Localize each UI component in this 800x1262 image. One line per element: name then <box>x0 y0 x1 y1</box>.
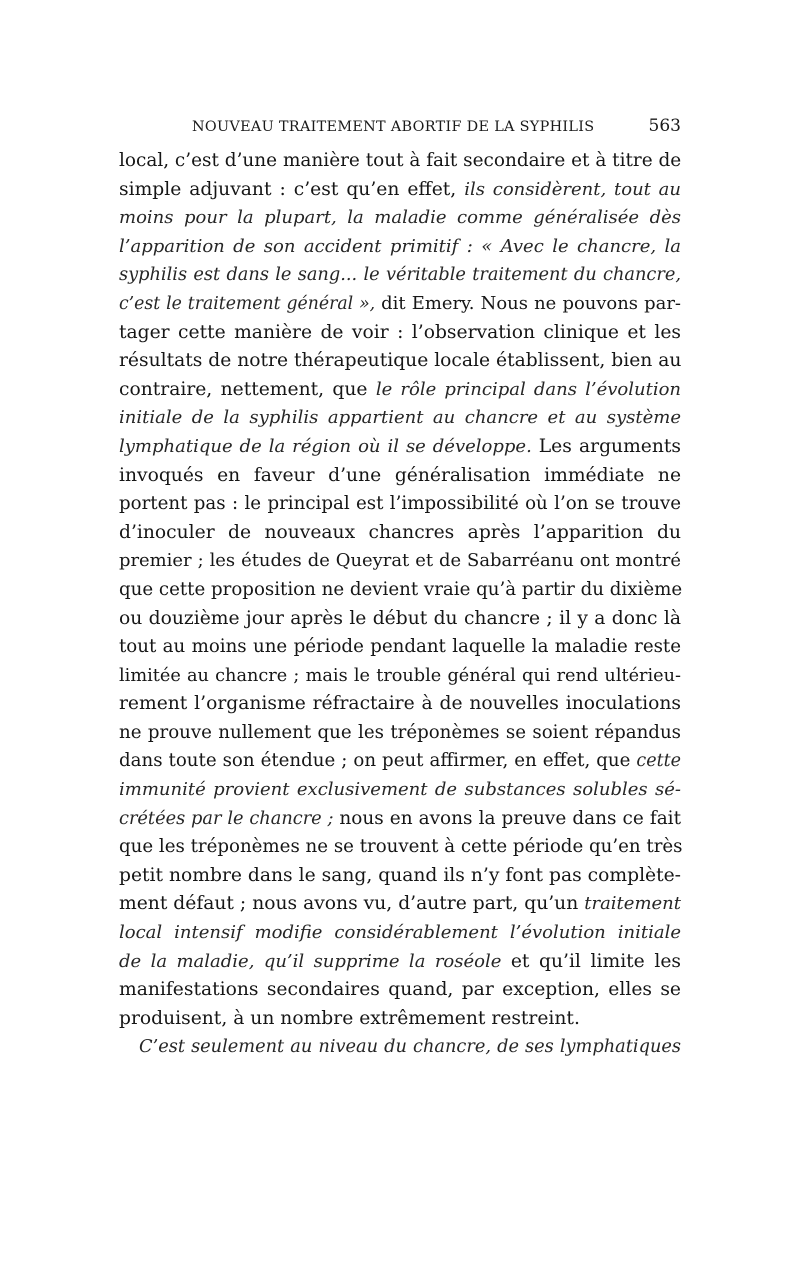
text-line <box>119 404 681 433</box>
text-line <box>119 919 681 948</box>
roman-segment: ne prouve nullement que les tréponèmes se soient répandus <box>119 721 681 743</box>
italic-segment: cette <box>636 751 681 772</box>
text-line <box>119 290 681 319</box>
text-line <box>119 690 681 719</box>
italic-segment: c’est le traitement général », <box>119 293 382 314</box>
text-line <box>119 776 681 805</box>
paragraph <box>119 147 681 1033</box>
roman-segment: invoqués en faveur d’une généralisation immédiate ne <box>119 464 681 486</box>
text-line <box>119 1033 681 1062</box>
roman-segment: d’inoculer de nouveaux chancres après l’apparition du <box>119 521 681 543</box>
text-line <box>119 519 681 548</box>
roman-segment: local, c’est d’une manière tout à fait secondaire et à titre de <box>119 150 682 171</box>
text-line <box>119 347 681 376</box>
italic-segment: moins pour la plupart, la maladie comme généralisée dès <box>119 207 681 229</box>
roman-segment: ou douzième jour après le début du chancre ; il y a donc là <box>119 607 681 629</box>
text-line <box>119 976 681 1005</box>
text-line <box>119 890 681 919</box>
text-line <box>119 805 681 834</box>
text-line <box>119 490 681 519</box>
roman-segment: premier ; les études de Queyrat et de Sabarréanu ont montré <box>119 550 681 572</box>
text-line <box>119 948 681 977</box>
text-line <box>119 862 681 891</box>
page-number: 563 <box>648 116 681 136</box>
roman-segment: et qu’il limite les <box>510 950 681 972</box>
roman-segment: contraire, nettement, que <box>119 378 376 400</box>
roman-segment: rement l’organisme réfractaire à de nouvelles inoculations <box>119 693 681 715</box>
text-line <box>119 462 681 491</box>
italic-segment: traitement <box>584 893 681 915</box>
roman-segment: résultats de notre thérapeutique locale établissent, bien au <box>119 350 682 372</box>
roman-segment: limitée au chancre ; mais le trouble général qui rend ultérieu- <box>119 665 681 686</box>
roman-segment: produisent, à un nombre extrêmement restreint. <box>119 1007 580 1029</box>
italic-segment: initiale de la syphilis appartient au chancre et au système <box>119 407 681 429</box>
text-line <box>119 233 681 262</box>
roman-segment: simple adjuvant : c’est qu’en effet, <box>119 178 465 200</box>
italic-segment: syphilis est dans le sang... le véritable traitement du chancre, <box>119 265 681 286</box>
roman-segment: portent pas : le principal est l’impossibilité où l’on se trouve <box>119 493 681 515</box>
paragraph <box>119 1033 681 1062</box>
roman-segment: tout au moins une période pendant laquelle la maladie reste <box>119 636 681 658</box>
text-line <box>119 547 681 576</box>
body-text <box>119 147 681 1062</box>
roman-segment: manifestations secondaires quand, par exception, elles se <box>119 979 681 1001</box>
roman-segment: dans toute son étendue ; on peut affirmer, en effet, que <box>119 750 637 772</box>
italic-segment: lymphatique de la région où il se développe. <box>119 435 539 457</box>
text-line <box>119 662 681 691</box>
text-line <box>119 719 681 748</box>
italic-segment: C’est seulement au niveau du chancre, de ses lymphatiques <box>139 1037 681 1058</box>
italic-segment: l’apparition de son accident primitif : « Avec le chancre, la <box>119 235 681 257</box>
roman-segment: ment défaut ; nous avons vu, d’autre part, qu’un <box>119 893 585 915</box>
italic-segment: le rôle principal dans l’évolution <box>375 378 682 400</box>
italic-segment: ils considèrent, tout au <box>464 178 682 200</box>
roman-segment: petit nombre dans le sang, quand ils n’y font pas complète- <box>119 864 681 886</box>
italic-segment: immunité provient exclusivement de substances solubles sé- <box>119 779 681 801</box>
text-line <box>119 1005 681 1034</box>
text-line <box>119 633 681 662</box>
roman-segment: nous en avons la preuve dans ce fait <box>339 807 681 829</box>
running-header <box>192 116 681 136</box>
text-line <box>119 833 681 862</box>
text-line <box>119 204 681 233</box>
text-line <box>119 747 681 776</box>
text-line <box>119 176 681 205</box>
roman-segment: que cette proposition ne devient vraie qu’à partir du dixième <box>119 578 683 600</box>
text-line <box>119 261 681 290</box>
roman-segment: que les tréponèmes ne se trouvent à cette période qu’en très <box>119 836 683 858</box>
roman-segment: Les arguments <box>538 435 681 457</box>
italic-segment: de la maladie, qu’il supprime la roséole <box>119 950 511 972</box>
text-line <box>119 576 681 605</box>
text-line <box>119 376 681 405</box>
roman-segment: tager cette manière de voir : l’observation clinique et les <box>119 321 681 343</box>
running-title: NOUVEAU TRAITEMENT ABORTIF DE LA SYPHILIS <box>192 119 595 135</box>
text-line <box>119 433 681 462</box>
italic-segment: local intensif modifie considérablement l’évolution initiale <box>119 922 681 944</box>
text-line <box>119 319 681 348</box>
text-line <box>119 605 681 634</box>
text-line <box>119 147 681 176</box>
italic-segment: crétées par le chancre ; <box>119 808 340 829</box>
roman-segment: dit Emery. Nous ne pouvons par- <box>381 292 681 314</box>
